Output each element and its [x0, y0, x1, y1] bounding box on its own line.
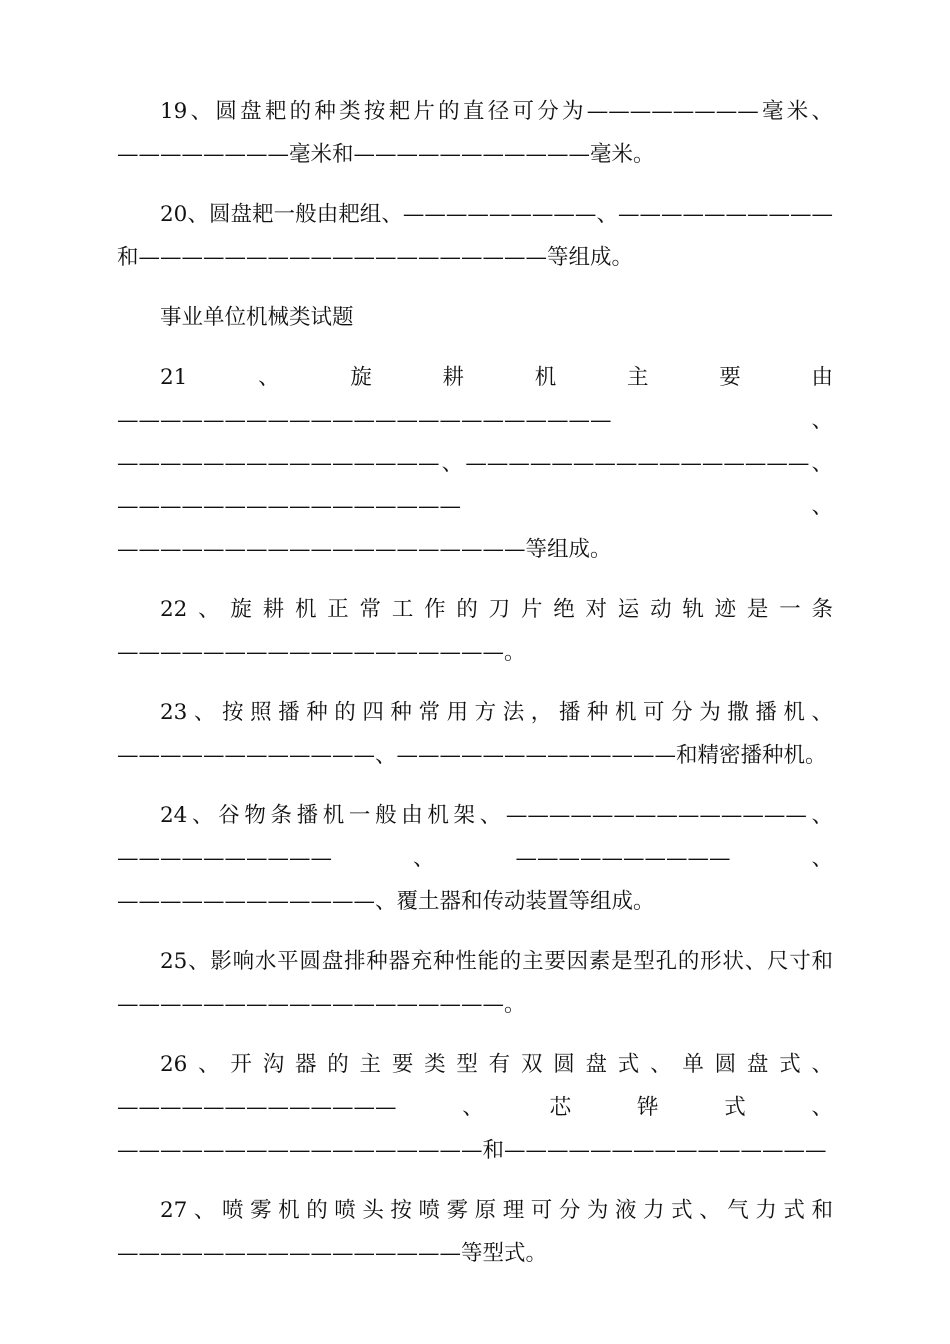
question-21: 21、旋耕机主要由———————————————————————、———————————————、————————————————、————————————————、———————————————————等组成。 — [117, 365, 833, 562]
question-19: 19、圆盘耙的种类按耙片的直径可分为————————毫米、————————毫米和———————————毫米。 — [117, 99, 833, 167]
question-20: 20、圆盘耙一般由耙组、—————————、——————————和———————————————————等组成。 — [117, 202, 833, 270]
question-24: 24、谷物条播机一般由机架、——————————————、——————————、——————————、————————————、覆土器和传动装置等组成。 — [117, 803, 833, 914]
question-25: 25、影响水平圆盘排种器充种性能的主要因素是型孔的形状、尺寸和——————————————————。 — [117, 949, 833, 1017]
section-heading: 事业单位机械类试题 — [160, 305, 354, 330]
question-26: 26、开沟器的主要类型有双圆盘式、单圆盘式、—————————————、芯铧式、—————————————————和——————————————— — [117, 1052, 833, 1163]
document-page — [117, 90, 833, 1292]
question-27: 27、喷雾机的喷头按喷雾原理可分为液力式、气力式和————————————————等型式。 — [117, 1198, 833, 1266]
question-22: 22、旋耕机正常工作的刀片绝对运动轨迹是一条——————————————————。 — [117, 597, 833, 665]
question-23: 23、按照播种的四种常用方法，播种机可分为撒播机、————————————、—————————————和精密播种机。 — [117, 700, 833, 768]
